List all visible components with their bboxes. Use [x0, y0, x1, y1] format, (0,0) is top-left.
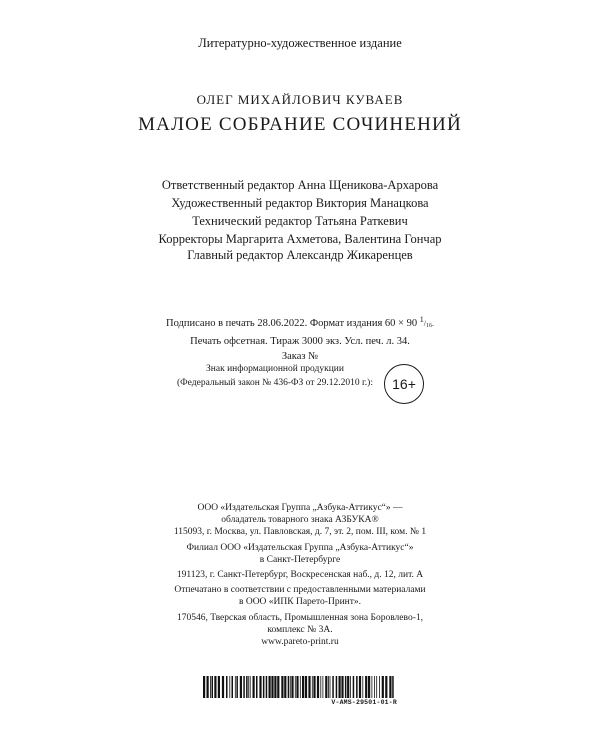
barcode-bar: [248, 676, 249, 698]
barcode-bar: [392, 676, 394, 698]
barcode-bar: [269, 676, 271, 698]
barcode-bar: [379, 676, 380, 698]
imprint-line: ООО «Издательская Группа „Азбука-Аттикус“» —: [197, 503, 403, 513]
print-format-fraction: $^1/_{16}$.: [419, 315, 434, 329]
barcode-bar: [266, 676, 268, 698]
barcode-bar: [341, 676, 343, 698]
barcode-bar: [339, 676, 341, 698]
barcode-block: [203, 676, 397, 706]
imprint-line: Отпечатано в соответствии с предоставленными материалами: [174, 585, 426, 596]
barcode-bar: [246, 676, 248, 698]
book-title: МАЛОЕ СОБРАНИЕ СОЧИНЕНИЙ: [138, 114, 462, 135]
imprint-line: Филиал ООО «Издательская Группа „Азбука-Аттикус“»: [186, 542, 414, 553]
barcode-bar: [222, 676, 224, 698]
barcode-bar: [207, 676, 209, 698]
barcode-code: V-AMS-29501-01-R: [331, 699, 397, 706]
barcode-bar: [229, 676, 230, 698]
barcode-icon: [203, 676, 397, 698]
barcode-bar: [212, 676, 214, 698]
barcode-bar: [240, 676, 242, 698]
imprint-line: 115093, г. Москва, ул. Павловская, д. 7, эт. 2, пом. III, ком. № 1: [173, 527, 427, 538]
barcode-bar: [284, 676, 286, 698]
credit-line: Художественный редактор Виктория Манацкова: [171, 196, 429, 210]
imprint-line: 191123, г. Санкт-Петербург, Воскресенская наб., д. 12, лит. А: [176, 570, 424, 581]
barcode-bar: [296, 676, 298, 698]
barcode-bar: [347, 676, 349, 698]
barcode-bar: [291, 676, 293, 698]
barcode-bar: [226, 676, 228, 698]
barcode-bar: [332, 676, 334, 698]
barcode-bar: [350, 676, 351, 698]
barcode-bar: [345, 676, 347, 698]
barcode-bar: [317, 676, 319, 698]
fraction-numerator: 1: [419, 315, 424, 324]
imprint-line: в Санкт-Петербурге: [259, 554, 341, 565]
print-line: [0, 312, 600, 334]
credit-line: Технический редактор Татьяна Раткевич: [192, 214, 408, 228]
barcode-bar: [323, 676, 324, 698]
barcode-bar: [382, 676, 384, 698]
info-sign-line: Знак информационной продукции: [206, 364, 344, 374]
barcode-bar: [359, 676, 361, 698]
print-format-text: Подписано в печать 28.06.2022. Формат издания 60 × 90: [166, 318, 418, 329]
barcode-bar: [330, 676, 331, 698]
age-rating-text: 16+: [392, 376, 416, 392]
imprint-line: комплекс № 3А.: [267, 624, 333, 635]
edition-type: Литературно-художественное издание: [198, 36, 402, 50]
barcode-bar: [362, 676, 363, 698]
imprint-line: в ООО «ИПК Парето-Принт».: [238, 597, 362, 608]
barcode-bar: [253, 676, 255, 698]
barcode-bar: [214, 676, 216, 698]
imprint-line: обладатель товарного знака АЗБУКА®: [221, 515, 379, 526]
barcode-bar: [203, 676, 205, 698]
credit-line: Ответственный редактор Анна Щеникова-Архарова: [161, 178, 439, 192]
barcode-bar: [218, 676, 220, 698]
barcode-bar: [232, 676, 234, 698]
barcode-bar: [290, 676, 291, 698]
print-line: Печать офсетная. Тираж 3000 экз. Усл. печ. л. 34.: [190, 336, 410, 347]
barcode-bar: [368, 676, 370, 698]
barcode-bar: [271, 676, 273, 698]
publisher-imprint: [0, 502, 600, 648]
barcode-bar: [328, 676, 329, 698]
barcode-bar: [376, 676, 377, 698]
barcode-bar: [320, 676, 321, 698]
chief-editor: Главный редактор Александр Жикаренцев: [187, 248, 413, 262]
barcode-bar: [277, 676, 279, 698]
barcode-bar: [365, 676, 367, 698]
barcode-bar: [235, 676, 236, 698]
barcode-bar: [356, 676, 358, 698]
imprint-line: 170546, Тверская область, Промышленная зона Боровлево-1,: [177, 612, 423, 623]
barcode-bar: [281, 676, 283, 698]
barcode-bar: [308, 676, 310, 698]
barcode-bar: [243, 676, 245, 698]
barcode-bar: [372, 676, 373, 698]
barcode-bar: [259, 676, 261, 698]
barcode-bar: [389, 676, 391, 698]
print-info: [0, 312, 600, 364]
barcode-bar: [385, 676, 387, 698]
barcode-bar: [300, 676, 301, 698]
imprint-url: www.pareto-print.ru: [261, 637, 339, 648]
barcode-bar: [274, 676, 276, 698]
barcode-bar: [313, 676, 315, 698]
credit-line: Корректоры Маргарита Ахметова, Валентина Гончар: [158, 232, 442, 246]
barcode-bar: [256, 676, 258, 698]
author-name: ОЛЕГ МИХАЙЛОВИЧ КУВАЕВ: [196, 92, 404, 107]
info-sign-note: [170, 362, 380, 390]
barcode-bar: [353, 676, 355, 698]
barcode-bar: [236, 676, 238, 698]
barcode-bar: [312, 676, 313, 698]
editorial-credits: [0, 176, 600, 248]
barcode-bar: [325, 676, 327, 698]
fraction-denominator: 16: [425, 323, 432, 329]
barcode-bar: [336, 676, 338, 698]
barcode-bar: [302, 676, 304, 698]
barcode-bar: [250, 676, 251, 698]
barcode-bar: [210, 676, 211, 698]
barcode-bar: [374, 676, 375, 698]
print-order-line: Заказ №: [281, 351, 319, 362]
barcode-bar: [288, 676, 290, 698]
barcode-bar: [263, 676, 265, 698]
age-rating-badge: [384, 364, 424, 404]
barcode-bar: [305, 676, 307, 698]
info-sign-line: (Федеральный закон № 436-ФЗ от 29.12.2010 г.):: [177, 378, 373, 388]
barcode-bar: [295, 676, 296, 698]
